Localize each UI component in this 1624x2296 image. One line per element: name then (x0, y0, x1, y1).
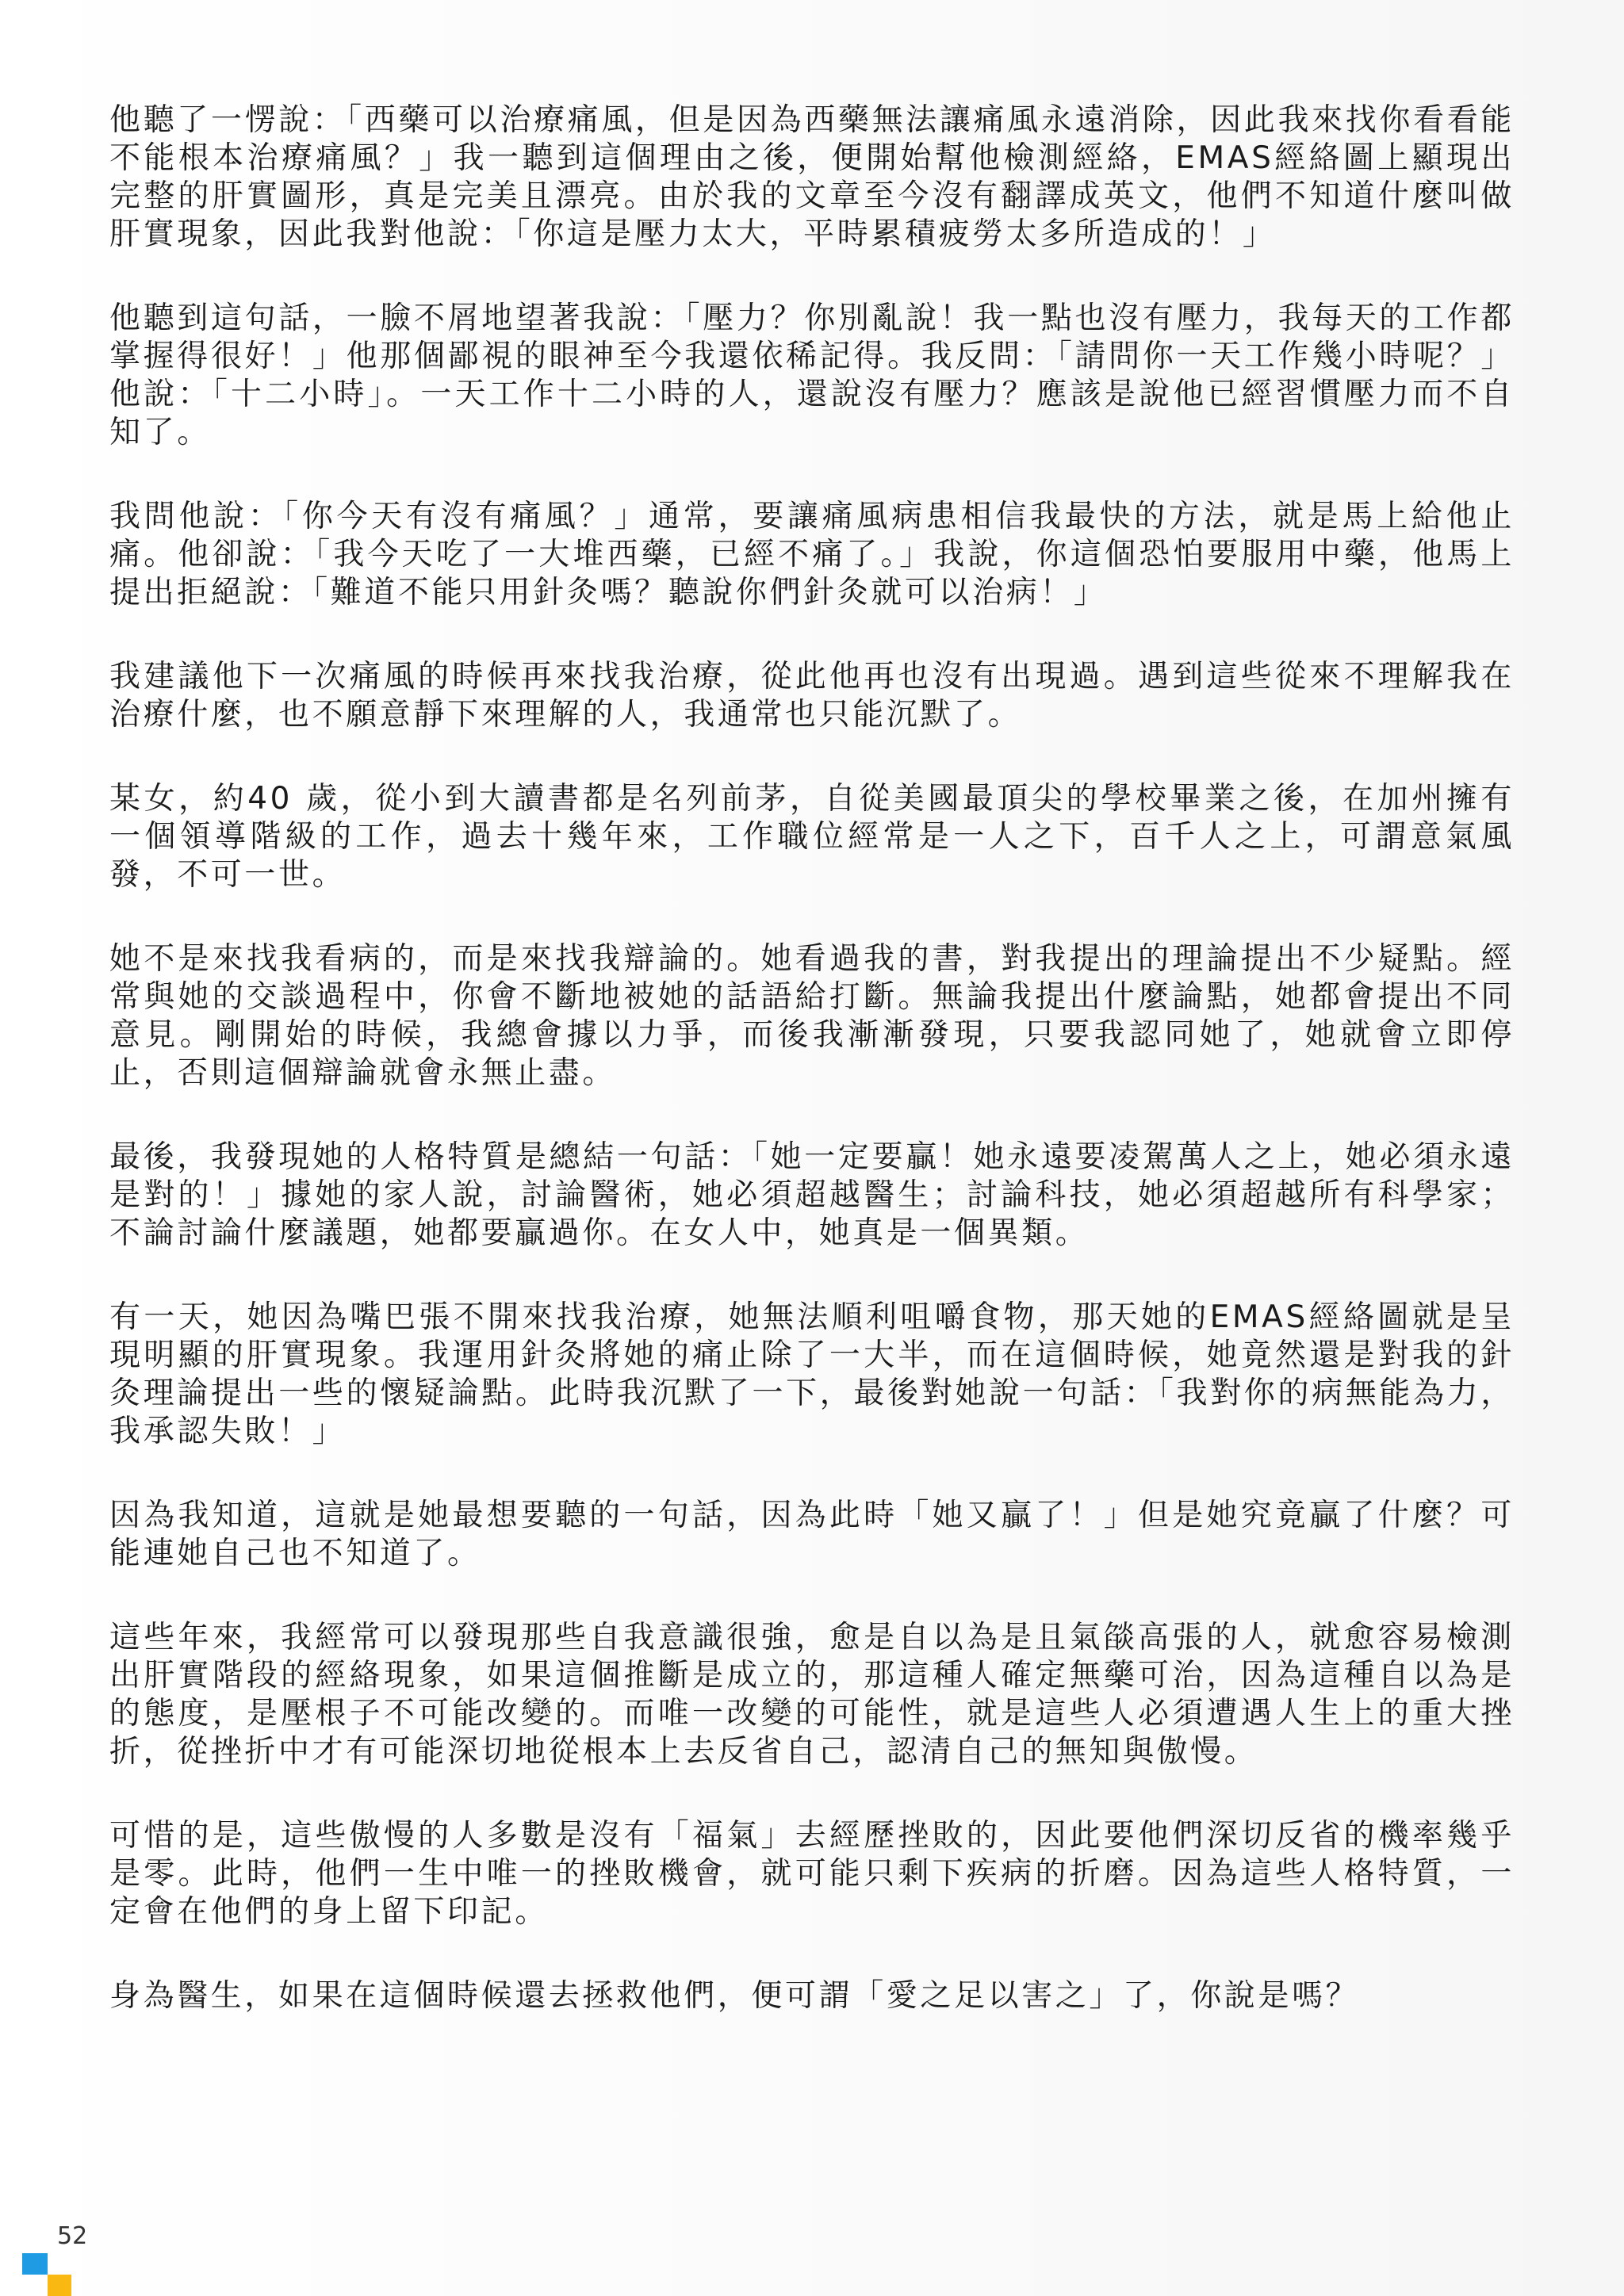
page-number: 52 (57, 2222, 88, 2250)
paragraph: 我問他說：「你今天有沒有痛風？」通常，要讓痛風病患相信我最快的方法，就是馬上給他止痛。他卻說：「我今天吃了一大堆西藥，已經不痛了。」我說，你這個恐怕要服用中藥，他馬上提出拒絕說：「難道不能只用針灸嗎？聽說你們針灸就可以治病！」 (109, 499, 1515, 610)
paragraph: 某女，約40 歲，從小到大讀書都是名列前茅，自從美國最頂尖的學校畢業之後，在加州擁有一個領導階級的工作，過去十幾年來，工作職位經常是一人之下，百千人之上，可謂意氣風發，不可一世。 (109, 781, 1515, 893)
paragraph: 她不是來找我看病的，而是來找我辯論的。她看過我的書，對我提出的理論提出不少疑點。經常與她的交談過程中，你會不斷地被她的話語給打斷。無論我提出什麼論點，她都會提出不同意見。剛開始的時候，我總會據以力爭，而後我漸漸發現，只要我認同她了，她就會立即停止，否則這個辯論就會永無止盡。 (109, 941, 1515, 1091)
paragraph: 有一天，她因為嘴巴張不開來找我治療，她無法順利咀嚼食物，那天她的EMAS經絡圖就是呈現明顯的肝實現象。我運用針灸將她的痛止除了一大半，而在這個時候，她竟然還是對我的針灸理論提出一些的懷疑論點。此時我沉默了一下，最後對她說一句話：「我對你的病無能為力，我承認失敗！」 (109, 1299, 1515, 1449)
blue-square-icon (22, 2253, 48, 2275)
paragraph: 因為我知道，這就是她最想要聽的一句話，因為此時「她又贏了！」但是她究竟贏了什麼？可能連她自己也不知道了。 (109, 1498, 1515, 1571)
paragraph: 身為醫生，如果在這個時候還去拯救他們，便可謂「愛之足以害之」了，你說是嗎？ (109, 1978, 1360, 2014)
paragraph: 他聽到這句話，一臉不屑地望著我說：「壓力？你別亂說！我一點也沒有壓力，我每天的工作都掌握得很好！」他那個鄙視的眼神至今我還依稀記得。我反問：「請問你一天工作幾小時呢？」他說：「十二小時」。一天工作十二小時的人，還說沒有壓力？應該是說他已經習慣壓力而不自知了。 (109, 300, 1515, 450)
paragraph: 最後，我發現她的人格特質是總結一句話：「她一定要贏！她永遠要凌駕萬人之上，她必須永遠是對的！」據她的家人說，討論醫術，她必須超越醫生；討論科技，她必須超越所有科學家；不論討論什麼議題，她都要贏過你。在女人中，她真是一個異類。 (109, 1139, 1515, 1251)
paragraph: 他聽了一愣說：「西藥可以治療痛風，但是因為西藥無法讓痛風永遠消除，因此我來找你看看能不能根本治療痛風？」我一聽到這個理由之後，便開始幫他檢測經絡，EMAS經絡圖上顯現出完整的肝實圖形，真是完美且漂亮。由於我的文章至今沒有翻譯成英文，他們不知道什麼叫做肝實現象，因此我對他說：「你這是壓力太大，平時累積疲勞太多所造成的！」 (109, 102, 1515, 252)
yellow-square-icon (48, 2275, 71, 2296)
article-body (109, 101, 1515, 2015)
paragraph: 我建議他下一次痛風的時候再來找我治療，從此他再也沒有出現過。遇到這些從來不理解我在治療什麼，也不願意靜下來理解的人，我通常也只能沉默了。 (109, 659, 1515, 733)
paragraph: 這些年來，我經常可以發現那些自我意識很強，愈是自以為是且氣燄高張的人，就愈容易檢測出肝實階段的經絡現象，如果這個推斷是成立的，那這種人確定無藥可治，因為這種自以為是的態度，是壓根子不可能改變的。而唯一改變的可能性，就是這些人必須遭遇人生上的重大挫折，從挫折中才有可能深切地從根本上去反省自己，認清自己的無知與傲慢。 (109, 1620, 1515, 1770)
page-corner-marker-icon (22, 2253, 71, 2296)
paragraph: 可惜的是，這些傲慢的人多數是沒有「福氣」去經歷挫敗的，因此要他們深切反省的機率幾乎是零。此時，他們一生中唯一的挫敗機會，就可能只剩下疾病的折磨。因為這些人格特質，一定會在他們的身上留下印記。 (109, 1818, 1515, 1930)
